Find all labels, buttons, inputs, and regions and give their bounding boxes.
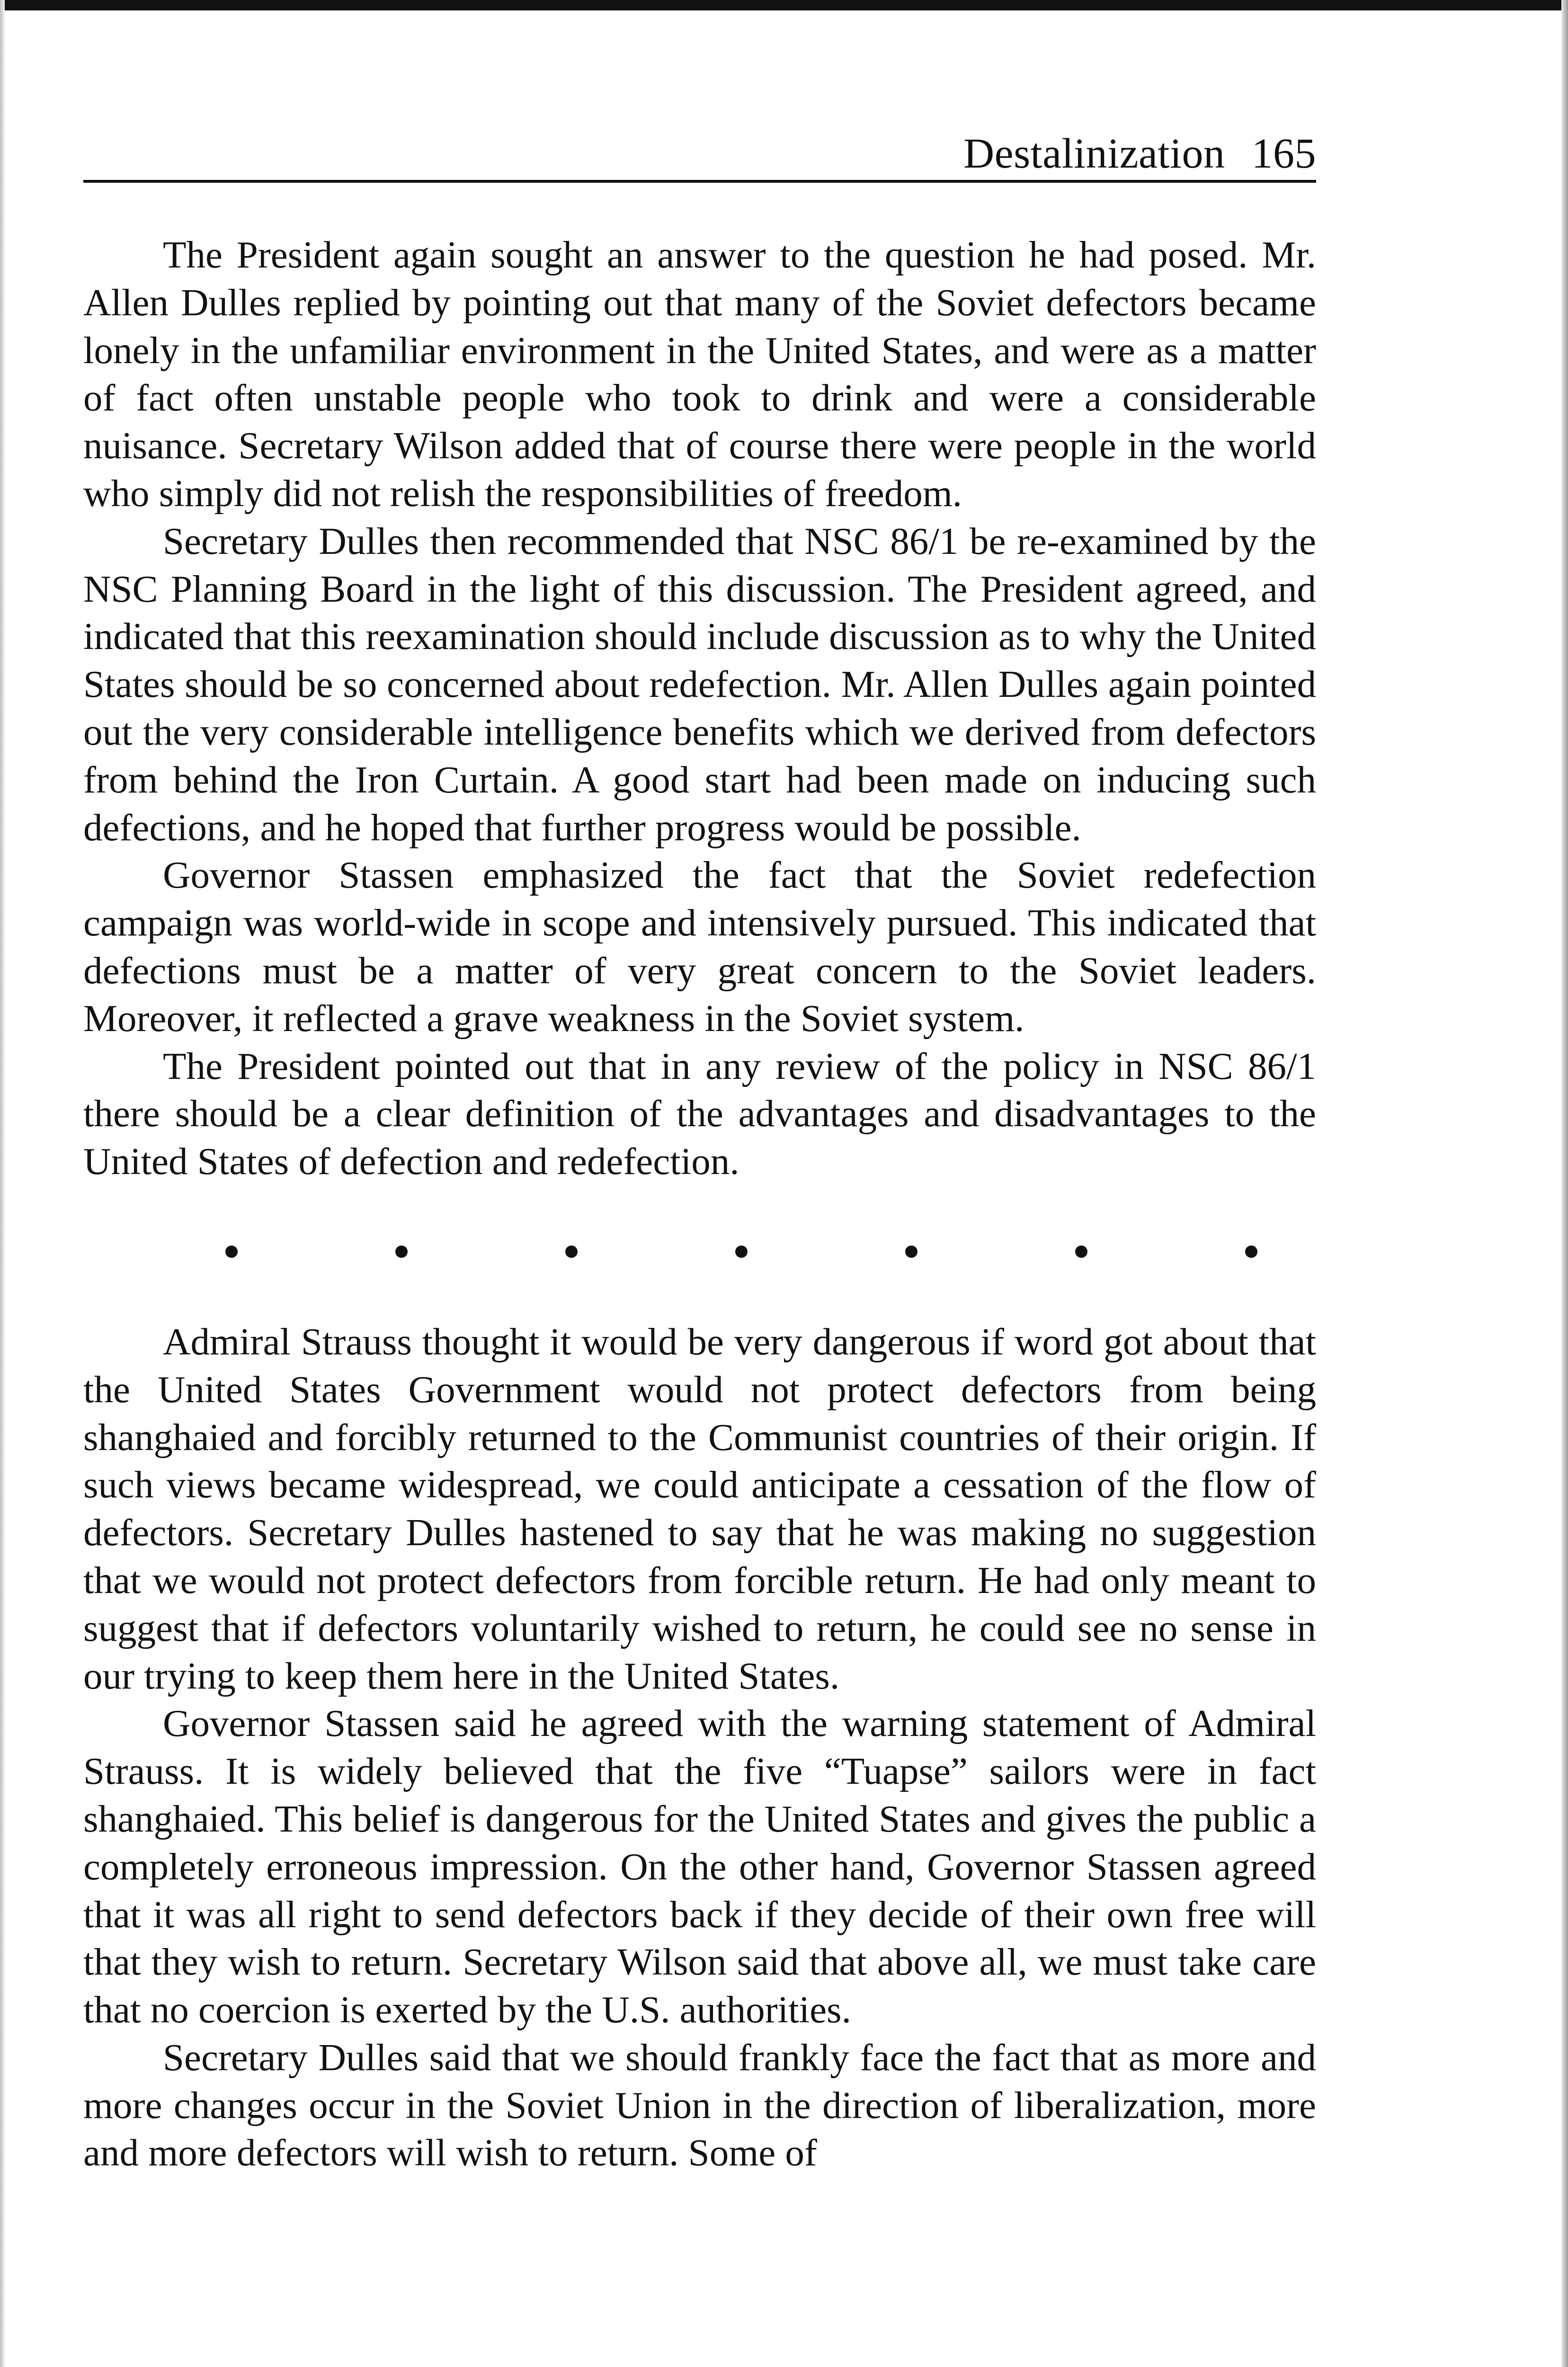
paragraph: Governor Stassen said he agreed with the warning statement of Admiral Strauss. It is widely believed that the five “Tuapse” sailors were in fact shanghaied. This belief is dangerous for the United States and gives the public a completely erroneous impression. On the other hand, Governor Stassen agreed that it was all right to send defectors back if they decide of their own free will that they wish to return. Secretary Wilson said that above all, we must take care that no coercion is exerted by the U.S. authorities. [83, 1702, 1316, 2031]
section-break-dot [905, 1246, 918, 1258]
section-break-dot [1075, 1246, 1087, 1258]
page-top-edge [0, 0, 1568, 10]
paragraph: Secretary Dulles then recommended that NSC 86/1 be re-examined by the NSC Planning Board in the light of this discussion. The President agreed, and indicated that this reexamination should include discussion as to why the United States should be so concerned about redefection. Mr. Allen Dulles again pointed out the very considerable intelligence benefits which we derived from defectors from behind the Iron Curtain. A good start had been made on inducing such defections, and he hoped that further progress would be possible. [83, 519, 1316, 849]
paragraph: The President pointed out that in any review of the policy in NSC 86/1 there should be a clear definition of the advantages and disadvantages to the United States of defection and redefection. [83, 1044, 1316, 1183]
paragraph: Governor Stassen emphasized the fact that the Soviet redefection campaign was world-wide in scope and intensively pursued. This indicated that defections must be a matter of very great concern to the Soviet leaders. Moreover, it reflected a grave weakness in the Soviet system. [83, 854, 1316, 1040]
section-break-dot [1245, 1246, 1257, 1258]
page-number: 165 [1251, 130, 1316, 177]
section-break-dot [565, 1246, 578, 1258]
section-break-dot [395, 1246, 408, 1258]
page-right-edge [1561, 0, 1568, 2367]
page-left-edge [0, 0, 5, 2367]
section-break [83, 1185, 1316, 1318]
section-break-dot [735, 1246, 748, 1258]
paragraph: Admiral Strauss thought it would be very dangerous if word got about that the United States Government would not protect defectors from being shanghaied and forcibly returned to the Communist countries of their origin. If such views became widespread, we could anticipate a cessation of the flow of defectors. Secretary Dulles hastened to say that he was making no suggestion that we would not protect defectors from forcible return. He had only meant to suggest that if defectors voluntarily wished to return, he could see no sense in our trying to keep them here in the United States. [83, 1320, 1316, 1697]
running-head-title: Destalinization [963, 130, 1225, 177]
body-text [83, 231, 1316, 2177]
paragraph: The President again sought an answer to the question he had posed. Mr. Allen Dulles replied by pointing out that many of the Soviet defectors became lonely in the unfamiliar environment in the United States, and were as a matter of fact often unstable people who took to drink and were a considerable nuisance. Secretary Wilson added that of course there were people in the world who simply did not relish the responsibilities of freedom. [83, 233, 1316, 515]
paragraph: Secretary Dulles said that we should frankly face the fact that as more and more changes occur in the Soviet Union in the direction of liberalization, more and more defectors will wish to return. Some of [83, 2036, 1316, 2174]
section-break-dot [225, 1246, 238, 1258]
running-head [83, 128, 1316, 183]
section-break-dots [225, 1185, 1257, 1318]
